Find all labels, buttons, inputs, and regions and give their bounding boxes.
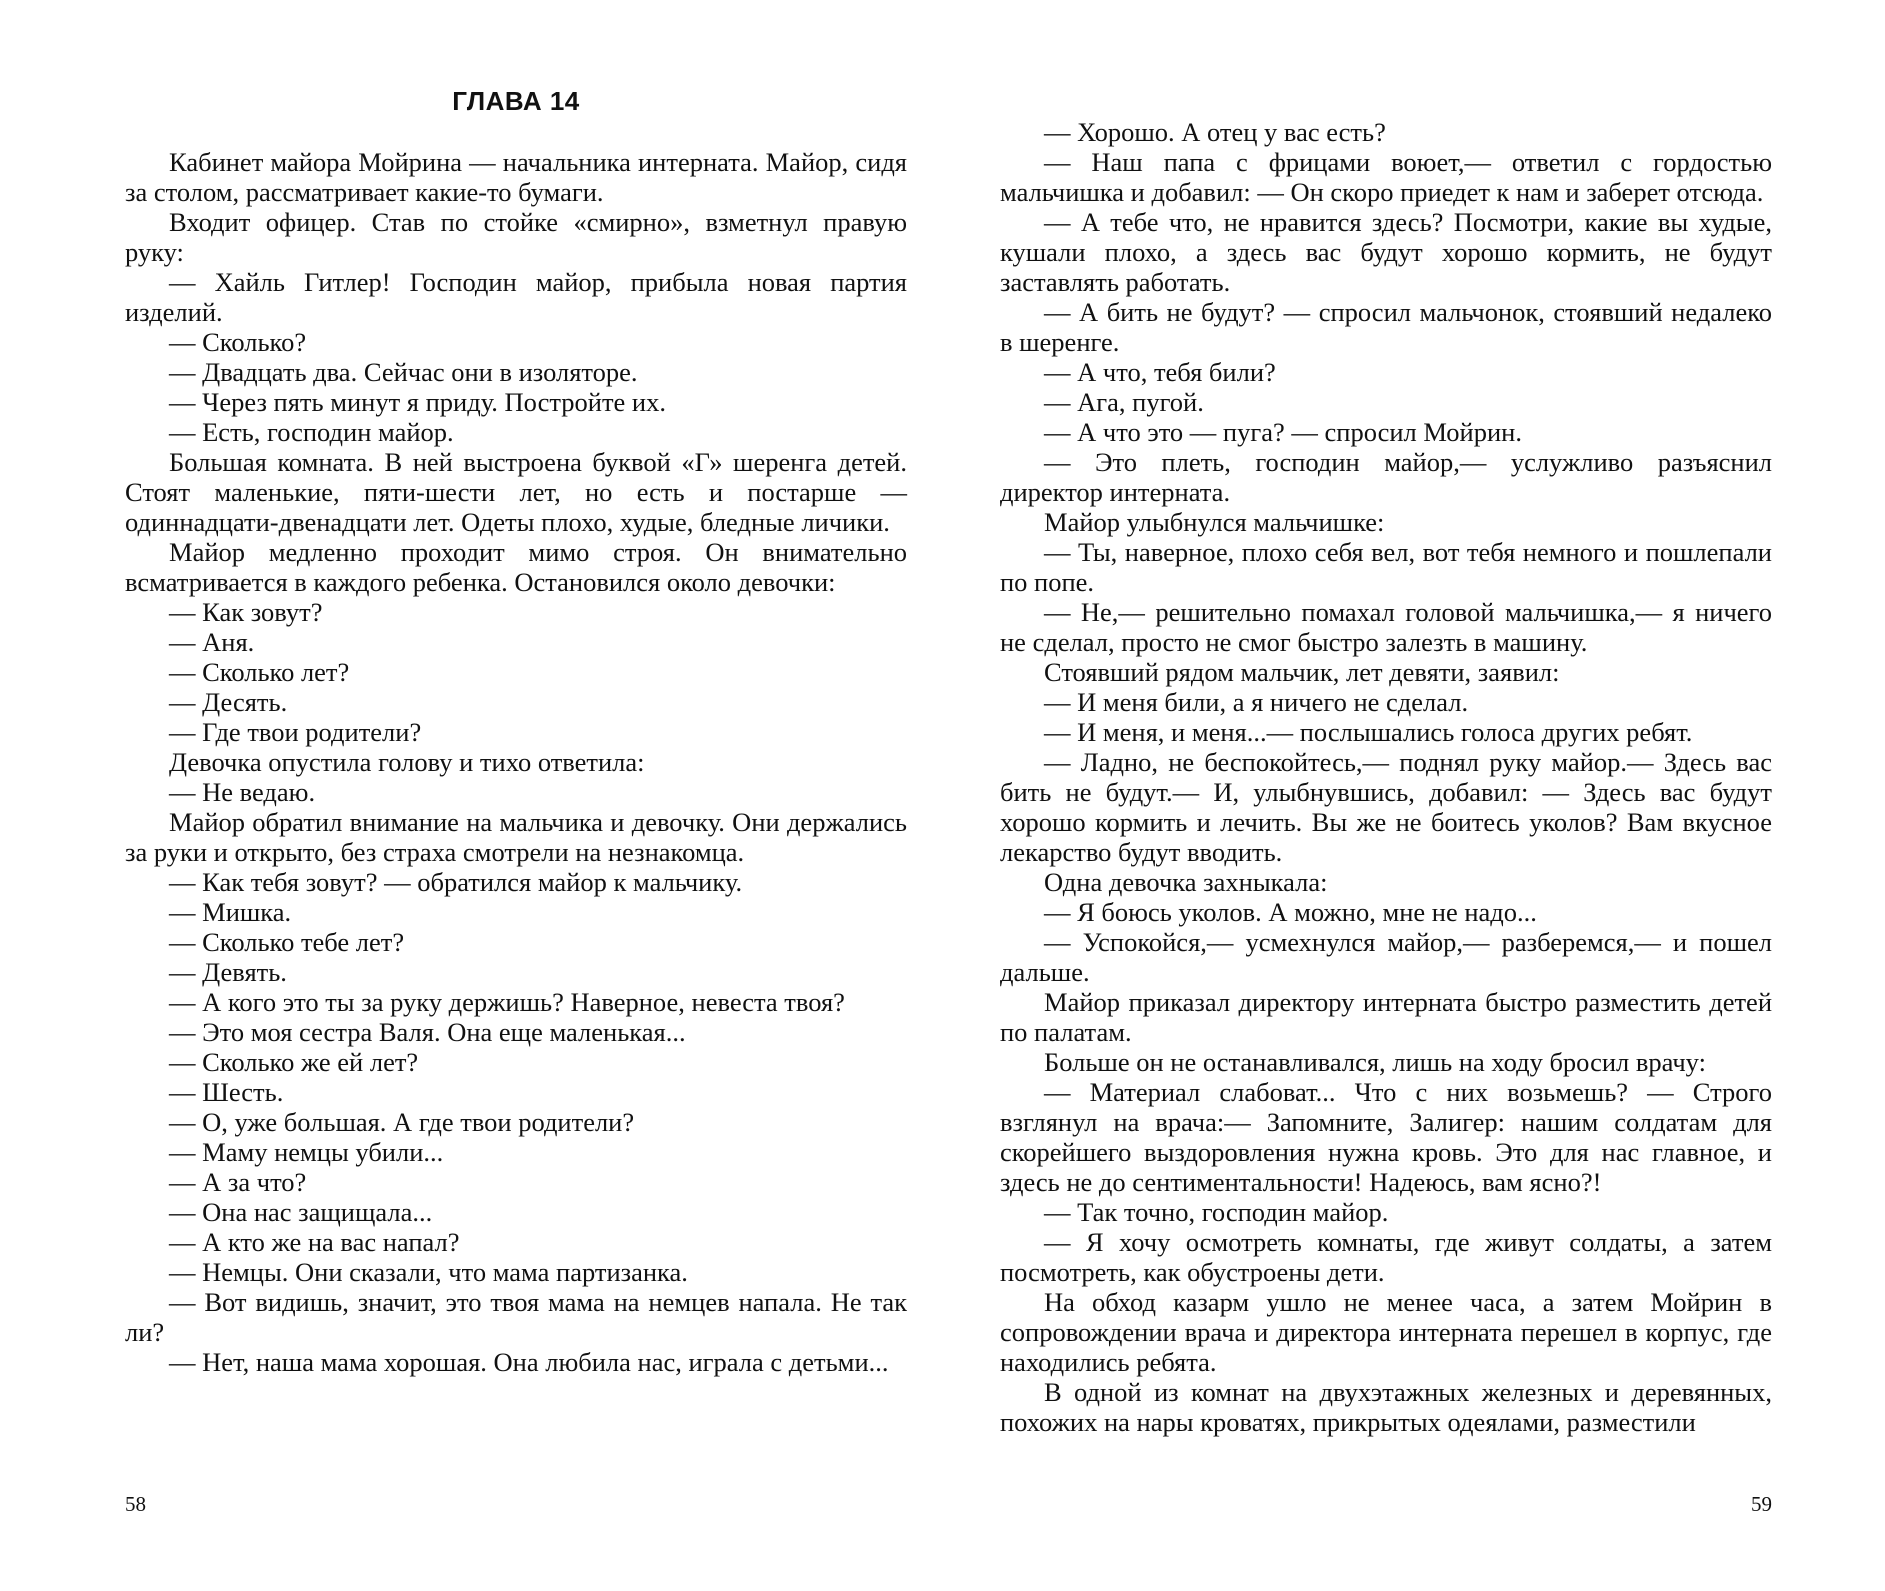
- paragraph: — Аня.: [169, 627, 255, 657]
- paragraph: — А кто же на вас напал?: [169, 1227, 460, 1257]
- paragraph: — Где твои родители?: [169, 717, 422, 747]
- paragraph: — Ладно, не беспокойтесь,— поднял руку майор.— Здесь вас бить не будут.— И, улыбнувшись, добавил: — Здесь вас будут хорошо кормить и лечить. Вы же не боитесь уколов? Вам вкусное лекарство будут вводить.: [1000, 747, 1772, 867]
- paragraph: — Материал слабоват... Что с них возьмешь? — Строго взглянул на врача:— Запомните, Залигер: нашим солдатам для скорейшего выздоровления нужна кровь. Это для нас главное, и здесь не до сентиментальности! Надеюсь, вам ясно?!: [1000, 1077, 1772, 1197]
- paragraph: На обход казарм ушло не менее часа, а затем Мойрин в сопровождении врача и директора интерната перешел в корпус, где находились ребята.: [1000, 1287, 1772, 1377]
- paragraph: — Я хочу осмотреть комнаты, где живут солдаты, а затем посмотреть, как обустроены дети.: [1000, 1227, 1772, 1287]
- paragraph: Майор приказал директору интерната быстро разместить детей по палатам.: [1000, 987, 1772, 1047]
- paragraph: — И меня били, а я ничего не сделал.: [1044, 687, 1469, 717]
- paragraph: — Она нас защищала...: [169, 1197, 433, 1227]
- paragraph: Входит офицер. Став по стойке «смирно», взметнул правую руку:: [125, 207, 907, 267]
- paragraph: — Это моя сестра Валя. Она еще маленькая...: [169, 1017, 686, 1047]
- paragraph: — А за что?: [169, 1167, 307, 1197]
- paragraph: — А что, тебя били?: [1044, 357, 1276, 387]
- paragraph: — Наш папа с фрицами воюет,— ответил с гордостью мальчишка и добавил: — Он скоро приедет к нам и заберет отсюда.: [1000, 147, 1772, 207]
- paragraph: — Нет, наша мама хорошая. Она любила нас, играла с детьми...: [169, 1347, 889, 1377]
- right-page-text: [1000, 117, 1772, 1437]
- paragraph: — Сколько?: [169, 327, 307, 357]
- paragraph: Майор улыбнулся мальчишке:: [1044, 507, 1385, 537]
- left-page: [125, 0, 907, 1591]
- page-number: 59: [1751, 1492, 1772, 1516]
- paragraph: — Маму немцы убили...: [169, 1137, 444, 1167]
- paragraph: — А бить не будут? — спросил мальчонок, стоявший недалеко в шеренге.: [1000, 297, 1772, 357]
- paragraph: — Мишка.: [169, 897, 292, 927]
- paragraph: — А кого это ты за руку держишь? Наверное, невеста твоя?: [169, 987, 845, 1017]
- paragraph: — О, уже большая. А где твои родители?: [169, 1107, 635, 1137]
- paragraph: — Хайль Гитлер! Господин майор, прибыла новая партия изделий.: [125, 267, 907, 327]
- paragraph: Стоявший рядом мальчик, лет девяти, заявил:: [1044, 657, 1560, 687]
- paragraph: В одной из комнат на двухэтажных железных и деревянных, похожих на нары кроватях, прикрытых одеялами, разместили: [1000, 1377, 1772, 1437]
- paragraph: — Вот видишь, значит, это твоя мама на немцев напала. Не так ли?: [125, 1287, 907, 1347]
- paragraph: — Ага, пугой.: [1044, 387, 1204, 417]
- paragraph: Одна девочка захныкала:: [1044, 867, 1328, 897]
- paragraph: — Девять.: [169, 957, 287, 987]
- paragraph: — Не,— решительно помахал головой мальчишка,— я ничего не сделал, просто не смог быстро залезть в машину.: [1000, 597, 1772, 657]
- paragraph: Кабинет майора Мойрина — начальника интерната. Майор, сидя за столом, рассматривает какие-то бумаги.: [125, 147, 907, 207]
- left-page-text: [125, 147, 907, 1377]
- paragraph: — И меня, и меня...— послышались голоса других ребят.: [1044, 717, 1693, 747]
- paragraph: — Я боюсь уколов. А можно, мне не надо...: [1044, 897, 1537, 927]
- page-number: 58: [125, 1492, 146, 1516]
- paragraph: — Двадцать два. Сейчас они в изоляторе.: [169, 357, 638, 387]
- paragraph: Майор медленно проходит мимо строя. Он внимательно всматривается в каждого ребенка. Остановился около девочки:: [125, 537, 907, 597]
- paragraph: — Успокойся,— усмехнулся майор,— разберемся,— и пошел дальше.: [1000, 927, 1772, 987]
- paragraph: — Шесть.: [169, 1077, 284, 1107]
- paragraph: — Ты, наверное, плохо себя вел, вот тебя немного и пошлепали по попе.: [1000, 537, 1772, 597]
- paragraph: — Как тебя зовут? — обратился майор к мальчику.: [169, 867, 743, 897]
- paragraph: Девочка опустила голову и тихо ответила:: [169, 747, 645, 777]
- paragraph: — Сколько же ей лет?: [169, 1047, 419, 1077]
- paragraph: — А что это — пуга? — спросил Мойрин.: [1044, 417, 1522, 447]
- paragraph: — Сколько тебе лет?: [169, 927, 405, 957]
- paragraph: Большая комната. В ней выстроена буквой «Г» шеренга детей. Стоят маленькие, пяти-шести лет, но есть и постарше — одиннадцати-двенадцати лет. Одеты плохо, худые, бледные личики.: [125, 447, 907, 537]
- paragraph: Больше он не останавливался, лишь на ходу бросил врачу:: [1044, 1047, 1706, 1077]
- right-page: [1000, 0, 1772, 1591]
- paragraph: — Так точно, господин майор.: [1044, 1197, 1389, 1227]
- paragraph: — Это плеть, господин майор,— услужливо разъяснил директор интерната.: [1000, 447, 1772, 507]
- paragraph: — Есть, господин майор.: [169, 417, 454, 447]
- paragraph: — Сколько лет?: [169, 657, 350, 687]
- paragraph: — Через пять минут я приду. Постройте их.: [169, 387, 666, 417]
- paragraph: — Десять.: [169, 687, 288, 717]
- paragraph: — А тебе что, не нравится здесь? Посмотри, какие вы худые, кушали плохо, а здесь вас будут хорошо кормить, не будут заставлять работать.: [1000, 207, 1772, 297]
- paragraph: Майор обратил внимание на мальчика и девочку. Они держались за руки и открыто, без страха смотрели на незнакомца.: [125, 807, 907, 867]
- paragraph: — Хорошо. А отец у вас есть?: [1044, 117, 1386, 147]
- chapter-title: ГЛАВА 14: [452, 86, 580, 116]
- paragraph: — Немцы. Они сказали, что мама партизанка.: [169, 1257, 688, 1287]
- paragraph: — Не ведаю.: [169, 777, 316, 807]
- paragraph: — Как зовут?: [169, 597, 323, 627]
